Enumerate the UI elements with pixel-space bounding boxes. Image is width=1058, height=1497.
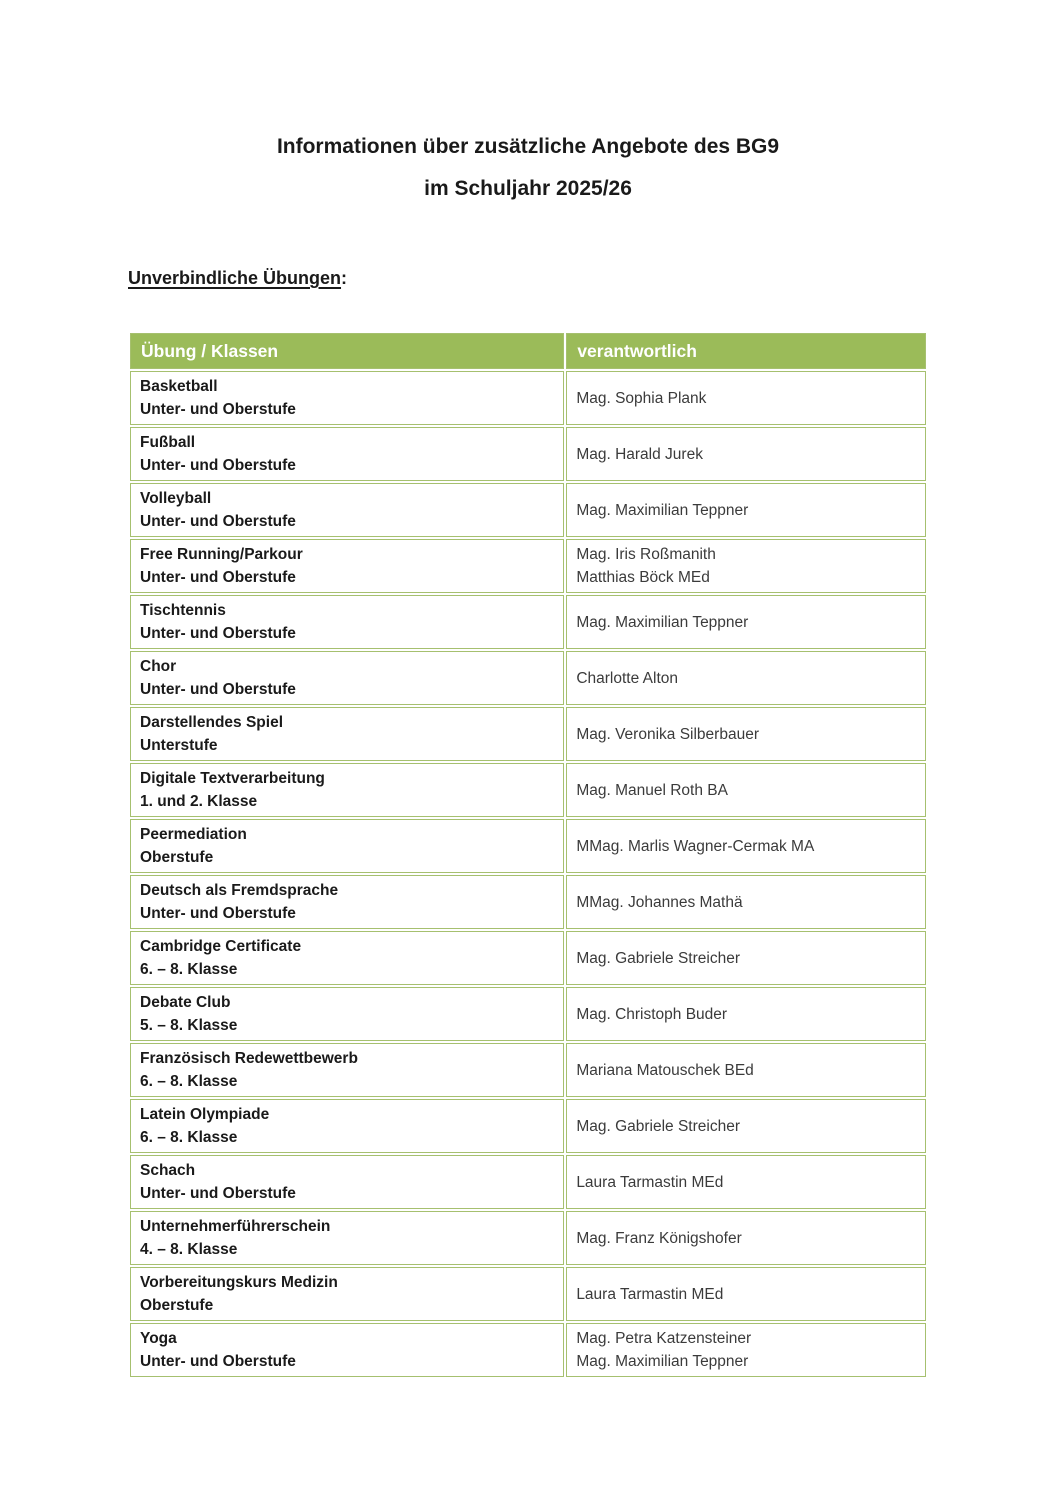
responsible-cell	[566, 875, 926, 929]
responsible-cell	[566, 931, 926, 985]
responsible-name: Mag. Sophia Plank	[576, 389, 707, 407]
responsible-name: Laura Tarmastin MEd	[576, 1173, 724, 1191]
activity-cell	[130, 595, 564, 649]
responsible-cell	[566, 763, 926, 817]
activity-name: Yoga	[140, 1330, 177, 1347]
table-row	[130, 987, 926, 1041]
table-row	[130, 371, 926, 425]
responsible-name: Matthias Böck MEd	[576, 569, 710, 586]
title-line-1: Informationen über zusätzliche Angebote des BG9	[276, 135, 780, 158]
responsible-name: Mag. Franz Königshofer	[576, 1229, 742, 1247]
activity-name: Digitale Textverarbeitung	[140, 770, 325, 787]
column-header-verantwortlich: verantwortlich	[566, 333, 926, 369]
responsible-cell	[566, 1043, 926, 1097]
activity-classes: Unter- und Oberstufe	[140, 1185, 296, 1202]
table-header-row	[130, 333, 926, 369]
activity-classes: Unter- und Oberstufe	[140, 1353, 296, 1370]
activity-classes: Unter- und Oberstufe	[140, 625, 296, 642]
activity-name: Peermediation	[140, 826, 247, 843]
table-row	[130, 1267, 926, 1321]
table-row	[130, 595, 926, 649]
activity-name: Chor	[140, 658, 177, 675]
activity-classes: 1. und 2. Klasse	[140, 793, 258, 810]
activity-name: Debate Club	[140, 994, 231, 1011]
responsible-cell	[566, 1267, 926, 1321]
activity-classes: Unter- und Oberstufe	[140, 681, 296, 698]
title-line-2: im Schuljahr 2025/26	[424, 177, 632, 200]
responsible-name: Mag. Manuel Roth BA	[576, 781, 728, 799]
responsible-name: Mag. Christoph Buder	[576, 1005, 728, 1023]
responsible-cell	[566, 539, 926, 593]
table-row	[130, 707, 926, 761]
activity-name: Tischtennis	[140, 602, 226, 619]
activity-cell	[130, 1155, 564, 1209]
activity-classes: Unterstufe	[140, 737, 218, 754]
activities-table	[128, 331, 928, 1379]
activity-name: Vorbereitungskurs Medizin	[140, 1274, 338, 1291]
activity-classes: 4. – 8. Klasse	[140, 1241, 238, 1258]
section-heading-text: Unverbindliche Übungen	[128, 268, 342, 288]
responsible-cell	[566, 987, 926, 1041]
activity-cell	[130, 427, 564, 481]
activity-name: Deutsch als Fremdsprache	[140, 882, 339, 899]
section-heading-colon: :	[341, 268, 348, 288]
responsible-name: Charlotte Alton	[576, 669, 678, 687]
activity-classes: 5. – 8. Klasse	[140, 1017, 238, 1034]
activity-cell	[130, 1267, 564, 1321]
table-row	[130, 651, 926, 705]
responsible-cell	[566, 1323, 926, 1377]
activity-cell	[130, 875, 564, 929]
responsible-cell	[566, 1211, 926, 1265]
activity-cell	[130, 1043, 564, 1097]
table-row	[130, 1099, 926, 1153]
responsible-cell	[566, 651, 926, 705]
responsible-name: Mag. Maximilian Teppner	[576, 1353, 749, 1370]
activity-classes: Unter- und Oberstufe	[140, 457, 296, 474]
table-row	[130, 819, 926, 873]
responsible-name: Mag. Harald Jurek	[576, 445, 703, 463]
activity-name: Basketball	[140, 378, 218, 395]
activity-cell	[130, 651, 564, 705]
responsible-cell	[566, 819, 926, 873]
activity-classes: 6. – 8. Klasse	[140, 1073, 238, 1090]
responsible-name: Mag. Gabriele Streicher	[576, 949, 740, 967]
responsible-cell	[566, 427, 926, 481]
activity-cell	[130, 1323, 564, 1377]
table-row	[130, 1155, 926, 1209]
responsible-name: MMag. Johannes Mathä	[576, 893, 743, 911]
activity-name: Unternehmerführerschein	[140, 1218, 331, 1235]
activity-classes: 6. – 8. Klasse	[140, 961, 238, 978]
responsible-cell	[566, 595, 926, 649]
activity-cell	[130, 539, 564, 593]
table-row	[130, 931, 926, 985]
activity-name: Schach	[140, 1162, 196, 1179]
activity-cell	[130, 819, 564, 873]
table-row	[130, 1211, 926, 1265]
section-heading	[128, 268, 928, 289]
activity-classes: Oberstufe	[140, 849, 214, 866]
responsible-name: Mag. Maximilian Teppner	[576, 501, 749, 519]
activity-cell	[130, 483, 564, 537]
responsible-name: Mag. Iris Roßmanith	[576, 546, 716, 563]
activity-cell	[130, 931, 564, 985]
activity-name: Fußball	[140, 434, 196, 451]
activity-name: Latein Olympiade	[140, 1106, 270, 1123]
activity-classes: Oberstufe	[140, 1297, 214, 1314]
table-row	[130, 763, 926, 817]
activity-classes: Unter- und Oberstufe	[140, 569, 296, 586]
activity-name: Free Running/Parkour	[140, 546, 303, 563]
activity-classes: Unter- und Oberstufe	[140, 905, 296, 922]
activity-cell	[130, 371, 564, 425]
activity-classes: Unter- und Oberstufe	[140, 513, 296, 530]
responsible-name: Mag. Petra Katzensteiner	[576, 1330, 752, 1347]
responsible-cell	[566, 1099, 926, 1153]
activity-cell	[130, 1099, 564, 1153]
responsible-name: Mag. Gabriele Streicher	[576, 1117, 740, 1135]
responsible-name: Mariana Matouschek BEd	[576, 1061, 754, 1079]
column-header-uebung-klassen: Übung / Klassen	[130, 333, 564, 369]
activity-cell	[130, 763, 564, 817]
activity-classes: 6. – 8. Klasse	[140, 1129, 238, 1146]
activity-name: Volleyball	[140, 490, 212, 507]
responsible-cell	[566, 707, 926, 761]
table-row	[130, 1043, 926, 1097]
activity-cell	[130, 987, 564, 1041]
responsible-name: Laura Tarmastin MEd	[576, 1285, 724, 1303]
document-title	[128, 126, 928, 210]
activity-name: Darstellendes Spiel	[140, 714, 284, 731]
table-row	[130, 539, 926, 593]
table-row	[130, 875, 926, 929]
activity-name: Französisch Redewettbewerb	[140, 1050, 358, 1067]
activity-classes: Unter- und Oberstufe	[140, 401, 296, 418]
table-row	[130, 1323, 926, 1377]
responsible-name: MMag. Marlis Wagner-Cermak MA	[576, 837, 815, 855]
activity-cell	[130, 1211, 564, 1265]
activity-name: Cambridge Certificate	[140, 938, 302, 955]
responsible-cell	[566, 1155, 926, 1209]
table-row	[130, 427, 926, 481]
responsible-name: Mag. Maximilian Teppner	[576, 613, 749, 631]
activity-cell	[130, 707, 564, 761]
responsible-cell	[566, 371, 926, 425]
table-row	[130, 483, 926, 537]
responsible-cell	[566, 483, 926, 537]
responsible-name: Mag. Veronika Silberbauer	[576, 725, 759, 743]
